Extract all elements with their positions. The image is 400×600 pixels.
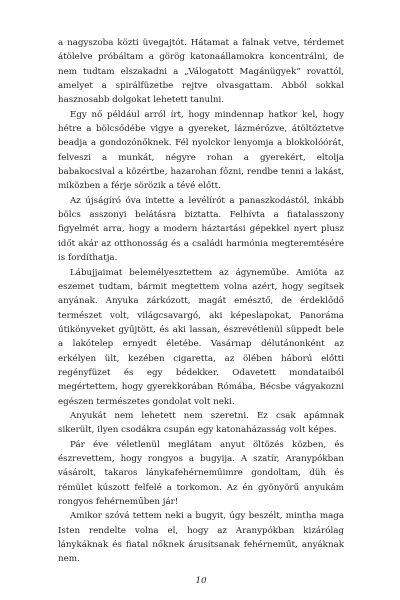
paragraph-4: Lábujjaimat belemélyesztettem az ágyneműbe. Amióta az eszemet tudtam, bármit megtettem volna azért, hogy segítsek anyának. Anyuka zárkózott, magát emésztő, de érdeklődő természet volt, világcsavargó, aki képeslapokat, Panoráma útikönyveket gyűjtött, és aki lassan, észrevétlenül süppedt bele a lakótelep ernyedt életébe. Vasárnap délutánonként az erkélyen ült, kezében cigaretta, az ölében háború előtti regényfüzet és egy bédekker. Odavetett mondataiból megértettem, hogy gyerekkorában Rómába, Bécsbe vágyakozni egészen természetes gondolat volt neki. [58,267,344,407]
paragraph-7: Amikor szóvá tettem neki a bugyit, úgy beszélt, mintha maga Isten rendelte volna el, hogy az Aranypókban kizárólag lánykáknak és fiatal nőknek árusítsanak fehérneműt, anyáknak nem. [58,511,344,565]
paragraph-2: Egy nő például arról írt, hogy mindennap hatkor kel, hogy hétre a bölcsődébe vigye a gyereket, lázmérőzve, átöltöztetve beadja a gondozónőknek. Fél nyolckor lenyomja a blokkolóórát, felveszi a munkát, négyre rohan a gyerekért, eltolja babakocsival a közértbe, hazarohan főzni, rendbe tenni a lakást, miközben a férje sörözik a tévé előtt. [58,109,344,192]
paragraph-3: Az újságíró óva intette a levélírót a panaszkodástól, inkább bölcs asszonyi belátásra biztatta. Felhívta a fiatalasszony figyelmét arra, hogy a modern háztartási gépekkel nyert plusz időt akár az otthonosság és a családi harmónia megteremtésére is fordíthatja. [58,195,344,264]
paragraph-5: Anyukát nem lehetett nem szeretni. Ez csak apámnak sikerült, ilyen csodákra csupán egy katonaházasság volt képes. [58,410,344,436]
paragraph-1: a nagyszoba közti üvegajtót. Hátamat a falnak vetve, térdemet átölelve próbáltam a görög katonaállamokra koncentrálni, de nem tudtam elszakadni a „Válogatott Magánügyek” rovattól, amelyet a spirálfüzetbe rejtve olvasgattam. Abból sokkal hasznosabb dolgokat lehetett tanulni. [58,38,344,106]
book-page [58,36,344,592]
body-text [58,36,344,567]
page-number: 10 [195,575,207,586]
paragraph-6: Pár éve véletlenül meglátam anyut öltözés közben, és észrevettem, hogy rongyos a bugyija. A szatír, Aranypókban vásárolt, takaros lánykafehérneműimre gondoltam, düh és rémület kúszott felfelé a torkomon. Az én gyönyörű anyukám rongyos fehérneműben jár! [58,439,344,507]
